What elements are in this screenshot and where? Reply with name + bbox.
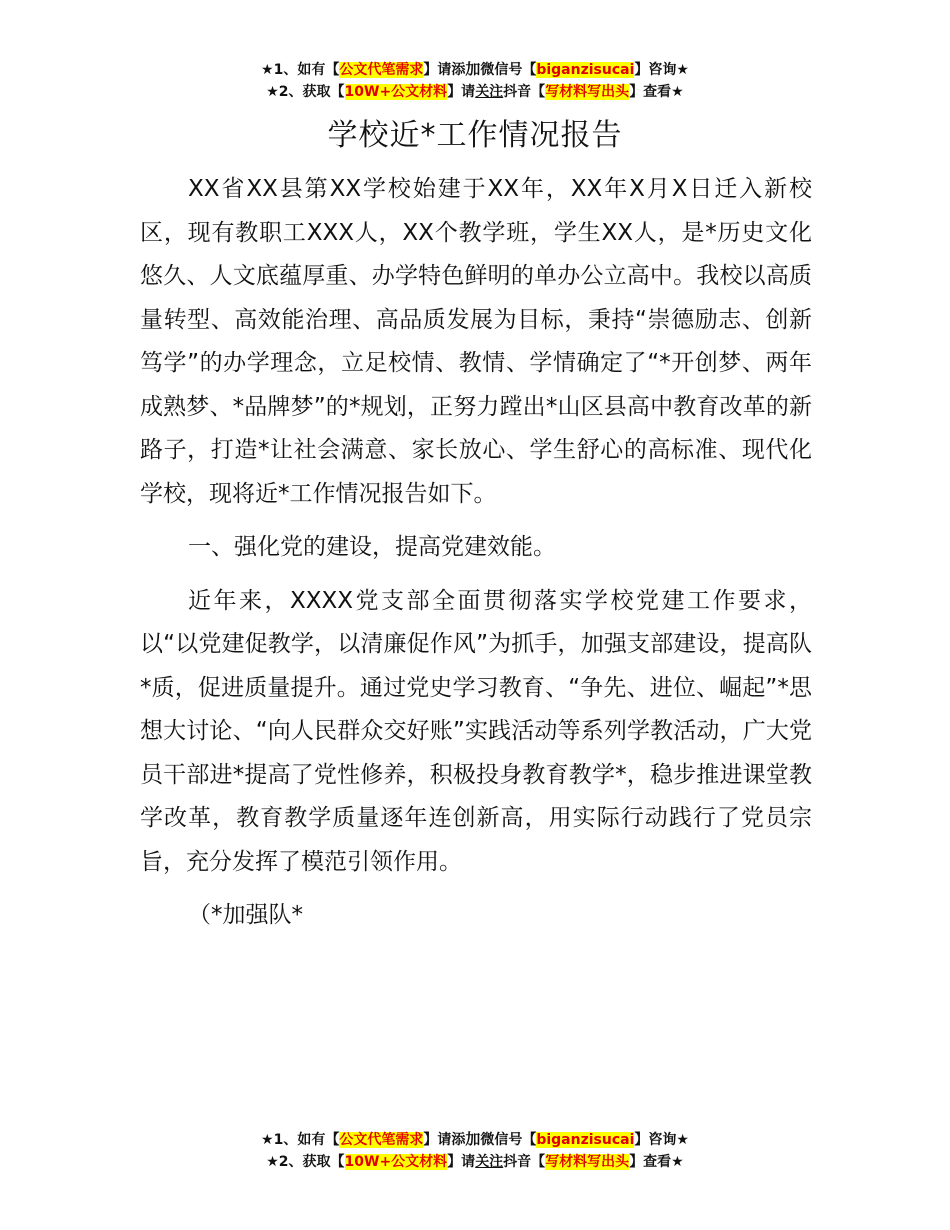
promo-banner-top: [0, 58, 950, 103]
highlight-materials: 10W+公文材料: [344, 84, 448, 100]
section-heading-1: 一、强化党的建设，提高党建效能。: [188, 534, 556, 560]
promo-line-2: ★2、获取【10W+公文材料】请关注抖音【写材料写出头】查看★: [266, 1154, 684, 1170]
promo-line-1: ★1、如有【公文代笔需求】请添加微信号【biganzisucai】咨询★: [261, 1130, 689, 1148]
highlight-wechat-id: biganzisucai: [536, 1132, 635, 1148]
document-body: [140, 168, 812, 948]
paragraph-party-building: 近年来，XXXX党支部全面贯彻落实学校党建工作要求，以“以党建促教学，以清廉促作风”为抓手，加强支部建设，提高队*质，促进质量提升。通过党史学习教育、“争先、进位、崛起”*思想大讨论、“向人民群众交好账”实践活动等系列学教活动，广大党员干部进*提高了党性修养，积极投身教育教学*，稳步推进课堂教学改革，教育教学质量逐年连创新高，用实际行动践行了党员宗旨，充分发挥了模范引领作用。: [140, 587, 812, 875]
subsection-heading-1: （*加强队*: [188, 902, 303, 928]
promo-line-1: ★1、如有【公文代笔需求】请添加微信号【biganzisucai】咨询★: [261, 60, 689, 78]
highlight-service: 公文代笔需求: [339, 62, 424, 78]
highlight-douyin: 写材料写出头: [545, 1154, 630, 1170]
promo-line-2: ★2、获取【10W+公文材料】请关注抖音【写材料写出头】查看★: [266, 84, 684, 100]
highlight-wechat-id: biganzisucai: [536, 62, 635, 78]
paragraph-intro: XX省XX县第XX学校始建于XX年，XX年X月X日迁入新校区，现有教职工XXX人，XX个教学班，学生XX人，是*历史文化悠久、人文底蕴厚重、办学特色鲜明的单办公立高中。我校以高质量转型、高效能治理、高品质发展为目标，秉持“崇德励志、创新笃学”的办学理念，立足校情、教情、学情确定了“*开创梦、两年成熟梦、*品牌梦”的*规划，正努力蹚出*山区县高中教育改革的新路子，打造*让社会满意、家长放心、学生舒心的高标准、现代化学校，现将近*工作情况报告如下。: [140, 176, 812, 507]
document-title: 学校近*工作情况报告: [327, 118, 623, 153]
highlight-materials: 10W+公文材料: [344, 1154, 448, 1170]
highlight-service: 公文代笔需求: [339, 1132, 424, 1148]
promo-banner-bottom: [0, 1128, 950, 1173]
highlight-douyin: 写材料写出头: [545, 84, 630, 100]
